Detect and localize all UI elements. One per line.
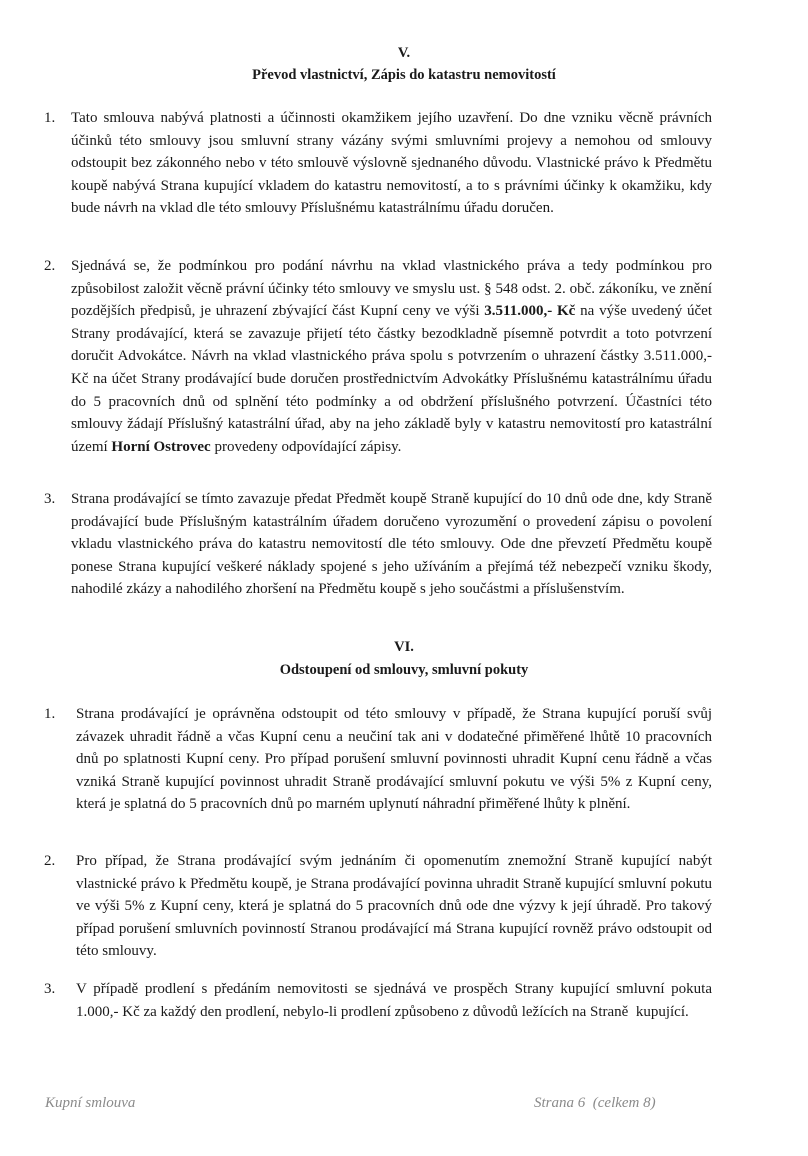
footer-page-number: Strana 6 (celkem 8) <box>534 1095 656 1111</box>
clause-number: 2. <box>44 258 56 274</box>
clause-number: 3. <box>44 981 56 997</box>
clause-number: 2. <box>44 853 56 869</box>
section-6-number: VI. <box>394 639 414 655</box>
clause-text: V případě prodlení s předáním nemovitosti se sjednává ve prospěch Strany kupující smluvní pokuta 1.000,- Kč za každý den prodlení, nebylo-li prodlení způsobeno z důvodů ležících na Straně kupující. <box>76 981 735 1020</box>
clause-text: Tato smlouva nabývá platnosti a účinnosti okamžikem jejího uzavření. Do dne vzniku věcně právních účinků této smlouvy jsou smluvní strany vázány svými smluvními projevy a nemohou od smlouvy odstoupit bez zákonného nebo v této smlouvě výslovně sjednaného důvodu. Vlastnické právo k Předmětu koupě nabývá Strana kupující vkladem do katastru nemovitostí, a to s právními účinky k okamžiku, kdy bude návrh na vklad dle této smlouvy Příslušnému katastrálnímu úřadu doručen. <box>71 110 712 217</box>
clause-number: 3. <box>44 491 56 507</box>
section-5-title: Převod vlastnictví, Zápis do katastru nemovitostí <box>252 67 556 83</box>
clause-text: Pro případ, že Strana prodávající svým jednáním či opomenutím znemožní Straně kupující nabýt vlastnické právo k Předmětu koupě, je Strana prodávající povinna uhradit Straně kupující smluvní pokutu ve výši 5% z Kupní ceny, která je splatná do 5 pracovních dnů ode dne výzvy k její úhradě. Pro takový případ porušení smluvních povinností Stranou prodávající má Strana kupující rovněž právo odstoupit od této smlouvy. <box>76 853 712 960</box>
cadastral-area-name: Horní Ostrovec <box>111 438 211 455</box>
clause-number: 1. <box>44 110 56 126</box>
section-6-clause-3 <box>44 978 735 1023</box>
clause-text: Strana prodávající se tímto zavazuje předat Předmět koupě Straně kupující do 10 dnů ode dne, kdy Straně prodávající bude Příslušným katastrálním úřadem doručeno vyrozumění o provedení zápisu o povolení vkladu vlastnického práva do katastru nemovitostí dle této smlouvy. Ode dne převzetí Předmětu koupě ponese Strana kupující veškeré náklady spojené s jeho užíváním a přejímá též nebezpečí vzniku škody, nahodilé zkázy a nahodilého zhoršení na Předmětu koupě s jeho součástmi a příslušenstvím. <box>71 491 712 598</box>
section-5-number: V. <box>397 45 411 61</box>
section-5-clause-1 <box>44 107 712 220</box>
clause-text: Sjednává se, že podmínkou pro podání návrhu na vklad vlastnického práva a tedy podmínkou pro způsobilost založit věcně právní účinky této smlouvy ve smyslu ust. § 548 odst. 2. obč. zákoníku, ve znění pozdějších předpisů, je uhrazení zbývající část Kupní ceny ve výši 3.511.000,- Kč na výše uvedený účet Strany prodávající, která se zavazuje přijetí této částky bezodkladně písemně potvrdit a toto potvrzení doručit Advokátce. Návrh na vklad vlastnického práva spolu s potvrzením o uhrazení částky 3.511.000,- Kč na účet Strany prodávající bude doručen prostřednictvím Advokátky Příslušnému katastrálnímu úřadu do 5 pracovních dnů od splnění této podmínky a od obdržení příslušného potvrzení. Účastníci této smlouvy žádají Příslušný katastrální úřad, aby na jeho základě byly v katastru nemovitostí pro katastrální území Horní Ostrovec provedeny odpovídající zápisy. <box>71 258 712 455</box>
price-amount: 3.511.000,- Kč <box>484 303 576 320</box>
clause-text: Strana prodávající je oprávněna odstoupit od této smlouvy v případě, že Strana kupující poruší svůj závazek uhradit řádně a včas Kupní cenu a neučiní tak ani v dodatečné přiměřené lhůtě 10 pracovních dnů po splatnosti Kupní ceny. Pro případ porušení smluvní povinnosti uhradit Kupní cenu řádně a včas vzniká Straně kupující povinnost uhradit Straně prodávající smluvní pokutu ve výši 5% z Kupní ceny, která je splatná do 5 pracovních dnů po marném uplynutí náhradní přiměřené lhůty k plnění. <box>76 706 712 813</box>
footer-document-title: Kupní smlouva <box>45 1095 136 1111</box>
clause-number: 1. <box>44 706 56 722</box>
section-5-clause-3 <box>44 488 712 601</box>
section-5-clause-2 <box>44 255 712 458</box>
section-6-title: Odstoupení od smlouvy, smluvní pokuty <box>279 662 529 678</box>
section-6-clause-2 <box>44 850 712 963</box>
section-6-clause-1 <box>44 703 712 816</box>
